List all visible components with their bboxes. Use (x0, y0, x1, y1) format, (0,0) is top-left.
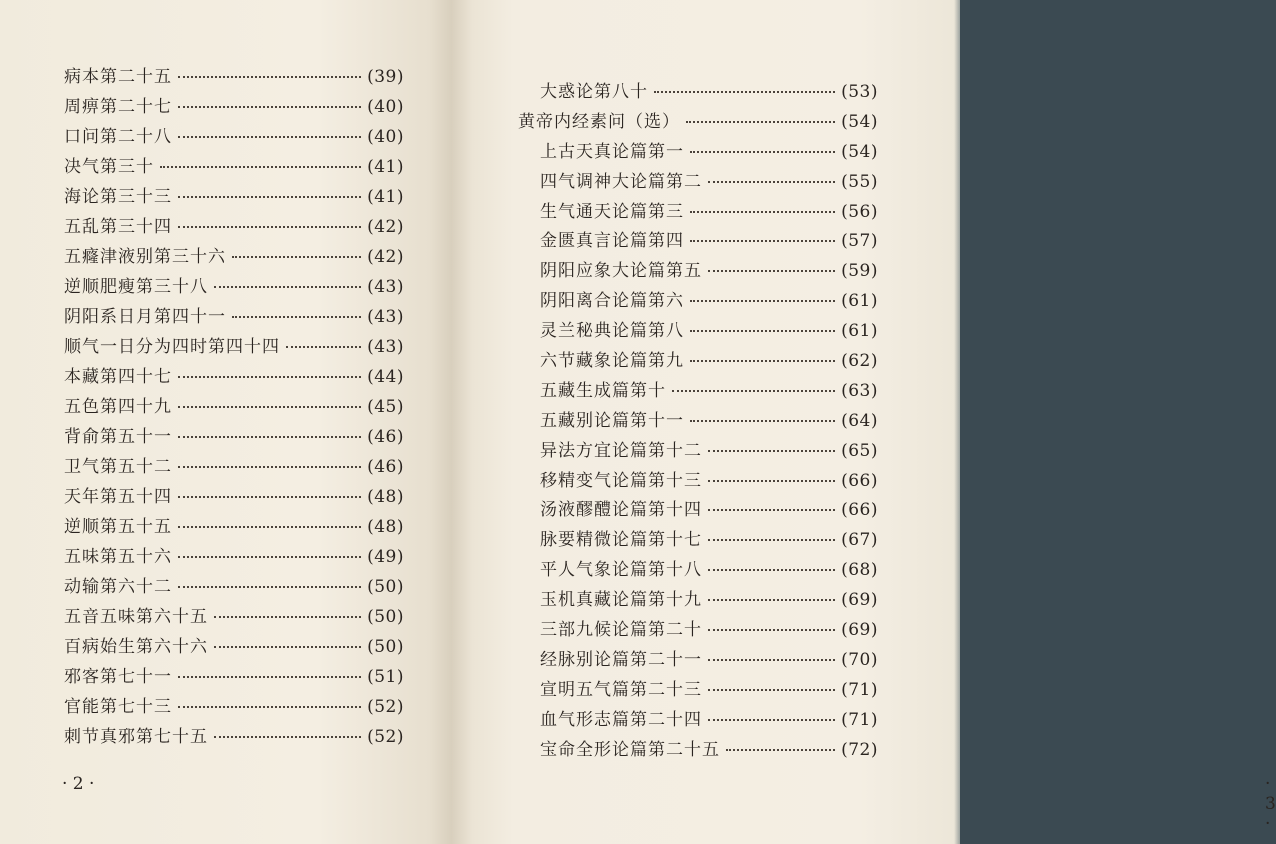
dot-leader (708, 449, 835, 452)
toc-entry-page: (44) (367, 367, 404, 387)
dot-leader (286, 345, 361, 348)
toc-entry-page: (64) (841, 410, 878, 431)
toc-entry-title: 宣明五气篇第二十三 (540, 679, 702, 700)
toc-entry (64, 452, 404, 482)
toc-entry (518, 437, 878, 467)
toc-entry (518, 496, 878, 526)
dot-leader (214, 735, 361, 738)
toc-entry-title: 六节藏象论篇第九 (540, 351, 684, 372)
toc-entry-title: 本藏第四十七 (64, 367, 172, 387)
dot-leader (708, 688, 835, 691)
toc-entry-page: (59) (841, 261, 878, 282)
toc-entry (518, 526, 878, 556)
toc-entry-title: 宝命全形论篇第二十五 (540, 739, 720, 760)
toc-entry (64, 722, 404, 752)
toc-entry (64, 362, 404, 392)
dot-leader (654, 90, 835, 93)
dot-leader (686, 120, 835, 123)
toc-entry-title: 口问第二十八 (64, 127, 172, 147)
toc-entry-page: (72) (841, 739, 878, 760)
dot-leader (214, 285, 361, 288)
toc-entry (518, 78, 878, 108)
dot-leader (232, 255, 361, 258)
toc-entry-page: (41) (367, 187, 404, 207)
toc-entry-page: (50) (367, 607, 404, 627)
toc-entry (518, 377, 878, 407)
toc-entry-title: 血气形志篇第二十四 (540, 709, 702, 730)
toc-entry-title: 五音五味第六十五 (64, 607, 208, 627)
toc-entry-title: 五癃津液别第三十六 (64, 247, 226, 267)
dot-leader (178, 435, 361, 438)
toc-entry (518, 407, 878, 437)
toc-entry-page: (66) (841, 500, 878, 521)
toc-entry-page: (62) (841, 351, 878, 372)
toc-entry-title: 官能第七十三 (64, 697, 172, 717)
toc-entry-page: (70) (841, 649, 878, 670)
toc-entry-page: (46) (367, 457, 404, 477)
toc-entry (518, 616, 878, 646)
toc-entry (518, 736, 878, 766)
toc-entry (518, 257, 878, 287)
toc-entry-title: 阴阳离合论篇第六 (540, 291, 684, 312)
toc-entry (518, 706, 878, 736)
toc-entry-page: (52) (367, 727, 404, 747)
toc-entry-page: (49) (367, 547, 404, 567)
toc-entry-page: (63) (841, 380, 878, 401)
toc-entry (64, 122, 404, 152)
toc-entry (518, 467, 878, 497)
toc-entry-page: (56) (841, 201, 878, 222)
dot-leader (690, 299, 835, 302)
dot-leader (690, 359, 835, 362)
toc-entry-title: 逆顺肥瘦第三十八 (64, 277, 208, 297)
toc-entry (518, 168, 878, 198)
toc-entry (518, 347, 878, 377)
toc-entry-page: (48) (367, 487, 404, 507)
toc-entry (64, 62, 404, 92)
dot-leader (708, 598, 835, 601)
toc-entry-title: 灵兰秘典论篇第八 (540, 321, 684, 342)
toc-entry-page: (71) (841, 679, 878, 700)
toc-entry-title: 卫气第五十二 (64, 457, 172, 477)
dot-leader (708, 568, 835, 571)
dot-leader (708, 538, 835, 541)
toc-entry-page: (42) (367, 217, 404, 237)
dot-leader (726, 748, 835, 751)
toc-entry-title: 逆顺第五十五 (64, 517, 172, 537)
toc-entry-title: 三部九候论篇第二十 (540, 620, 702, 641)
dot-leader (708, 718, 835, 721)
toc-entry-title: 平人气象论篇第十八 (540, 560, 702, 581)
dot-leader (178, 675, 361, 678)
toc-entry-title: 经脉别论篇第二十一 (540, 649, 702, 670)
toc-entry-page: (71) (841, 709, 878, 730)
dot-leader (178, 75, 361, 78)
toc-entry (64, 572, 404, 602)
toc-entry-page: (40) (367, 97, 404, 117)
toc-entry-title: 百病始生第六十六 (64, 637, 208, 657)
dot-leader (708, 628, 835, 631)
toc-entry-title: 上古天真论篇第一 (540, 141, 684, 162)
toc-entry (518, 287, 878, 317)
dot-leader (708, 180, 835, 183)
toc-entry-title: 五味第五十六 (64, 547, 172, 567)
dot-leader (178, 585, 361, 588)
toc-entry-page: (69) (841, 620, 878, 641)
dot-leader (690, 150, 835, 153)
toc-entry (518, 556, 878, 586)
toc-entry (64, 692, 404, 722)
dot-leader (178, 105, 361, 108)
dot-leader (178, 375, 361, 378)
toc-entry (518, 317, 878, 347)
toc-entry (64, 662, 404, 692)
toc-entry-page: (43) (367, 277, 404, 297)
toc-entry-page: (54) (841, 141, 878, 162)
toc-entry-page: (54) (841, 111, 878, 132)
toc-entry-page: (39) (367, 67, 404, 87)
toc-entry-title: 阴阳应象大论篇第五 (540, 261, 702, 282)
toc-entry-title: 异法方宜论篇第十二 (540, 440, 702, 461)
dot-leader (690, 239, 835, 242)
toc-entry-title: 刺节真邪第七十五 (64, 727, 208, 747)
toc-entry-title: 动输第六十二 (64, 577, 172, 597)
toc-entry (64, 332, 404, 362)
toc-entry-page: (46) (367, 427, 404, 447)
toc-entry-title: 玉机真藏论篇第十九 (540, 590, 702, 611)
toc-entry (64, 92, 404, 122)
toc-entry-title: 天年第五十四 (64, 487, 172, 507)
toc-entry (518, 138, 878, 168)
toc-entry-page: (61) (841, 291, 878, 312)
toc-entry-page: (66) (841, 470, 878, 491)
toc-entry (64, 302, 404, 332)
toc-entry-title: 移精变气论篇第十三 (540, 470, 702, 491)
toc-entry (64, 632, 404, 662)
toc-entry (64, 512, 404, 542)
toc-entry-title: 病本第二十五 (64, 67, 172, 87)
toc-entry-page: (45) (367, 397, 404, 417)
dot-leader (160, 165, 361, 168)
toc-entry-page: (57) (841, 231, 878, 252)
toc-entry-page: (50) (367, 637, 404, 657)
dot-leader (178, 465, 361, 468)
toc-entry-page: (65) (841, 440, 878, 461)
toc-entry-page: (61) (841, 321, 878, 342)
dot-leader (178, 555, 361, 558)
toc-entry-page: (48) (367, 517, 404, 537)
toc-entry-title: 阴阳系日月第四十一 (64, 307, 226, 327)
dot-leader (690, 419, 835, 422)
toc-entry-page: (67) (841, 530, 878, 551)
dot-leader (178, 195, 361, 198)
toc-entry (64, 392, 404, 422)
toc-entry-page: (68) (841, 560, 878, 581)
toc-entry (518, 676, 878, 706)
dot-leader (708, 479, 835, 482)
dot-leader (708, 508, 835, 511)
dot-leader (214, 645, 361, 648)
toc-entry (64, 602, 404, 632)
dot-leader (232, 315, 361, 318)
toc-entry-title: 海论第三十三 (64, 187, 172, 207)
toc-entry-title: 顺气一日分为四时第四十四 (64, 337, 280, 357)
toc-entry-title: 脉要精微论篇第十七 (540, 530, 702, 551)
dot-leader (690, 210, 835, 213)
toc-entry-page: (51) (367, 667, 404, 687)
toc-entry-page: (42) (367, 247, 404, 267)
toc-entry (64, 242, 404, 272)
toc-entry-page: (53) (841, 82, 878, 102)
toc-entry-page: (43) (367, 337, 404, 357)
toc-entry-title: 周痹第二十七 (64, 97, 172, 117)
toc-entry-page: (50) (367, 577, 404, 597)
dot-leader (178, 525, 361, 528)
toc-entry-page: (69) (841, 590, 878, 611)
toc-entry (64, 482, 404, 512)
toc-entry-title: 五色第四十九 (64, 397, 172, 417)
toc-entry (64, 272, 404, 302)
dot-leader (672, 389, 835, 392)
toc-entry (518, 646, 878, 676)
toc-entry-title: 汤液醪醴论篇第十四 (540, 500, 702, 521)
page-number-left: · 2 · (62, 774, 95, 794)
dot-leader (690, 329, 835, 332)
dot-leader (178, 495, 361, 498)
toc-entry-title: 五藏生成篇第十 (540, 380, 666, 401)
dot-leader (708, 269, 835, 272)
toc-entry-title: 决气第三十 (64, 157, 154, 177)
toc-entry-page: (55) (841, 171, 878, 192)
toc-entry-title: 五藏别论篇第十一 (540, 410, 684, 431)
toc-entry-page: (43) (367, 307, 404, 327)
dot-leader (214, 615, 361, 618)
left-page (0, 0, 452, 844)
toc-entry (64, 422, 404, 452)
toc-entry (64, 152, 404, 182)
toc-entry-title: 五乱第三十四 (64, 217, 172, 237)
toc-entry-title: 金匮真言论篇第四 (540, 231, 684, 252)
toc-entry (518, 108, 878, 138)
dot-leader (178, 225, 361, 228)
page-number-right: · 3 · (1265, 774, 1276, 834)
right-table-of-contents (518, 78, 878, 765)
left-table-of-contents (64, 62, 404, 752)
toc-entry-title: 大惑论第八十 (540, 82, 648, 102)
dot-leader (708, 658, 835, 661)
toc-entry-title: 四气调神大论篇第二 (540, 171, 702, 192)
dot-leader (178, 705, 361, 708)
toc-entry-title: 黄帝内经素问（选） (518, 111, 680, 132)
toc-entry (518, 227, 878, 257)
toc-entry-title: 邪客第七十一 (64, 667, 172, 687)
toc-entry-title: 生气通天论篇第三 (540, 201, 684, 222)
toc-entry-page: (40) (367, 127, 404, 147)
toc-entry-page: (41) (367, 157, 404, 177)
toc-entry (518, 586, 878, 616)
toc-entry-title: 背俞第五十一 (64, 427, 172, 447)
toc-entry (518, 198, 878, 228)
dot-leader (178, 135, 361, 138)
toc-entry (64, 212, 404, 242)
toc-entry (64, 542, 404, 572)
dot-leader (178, 405, 361, 408)
toc-entry-page: (52) (367, 697, 404, 717)
toc-entry (64, 182, 404, 212)
